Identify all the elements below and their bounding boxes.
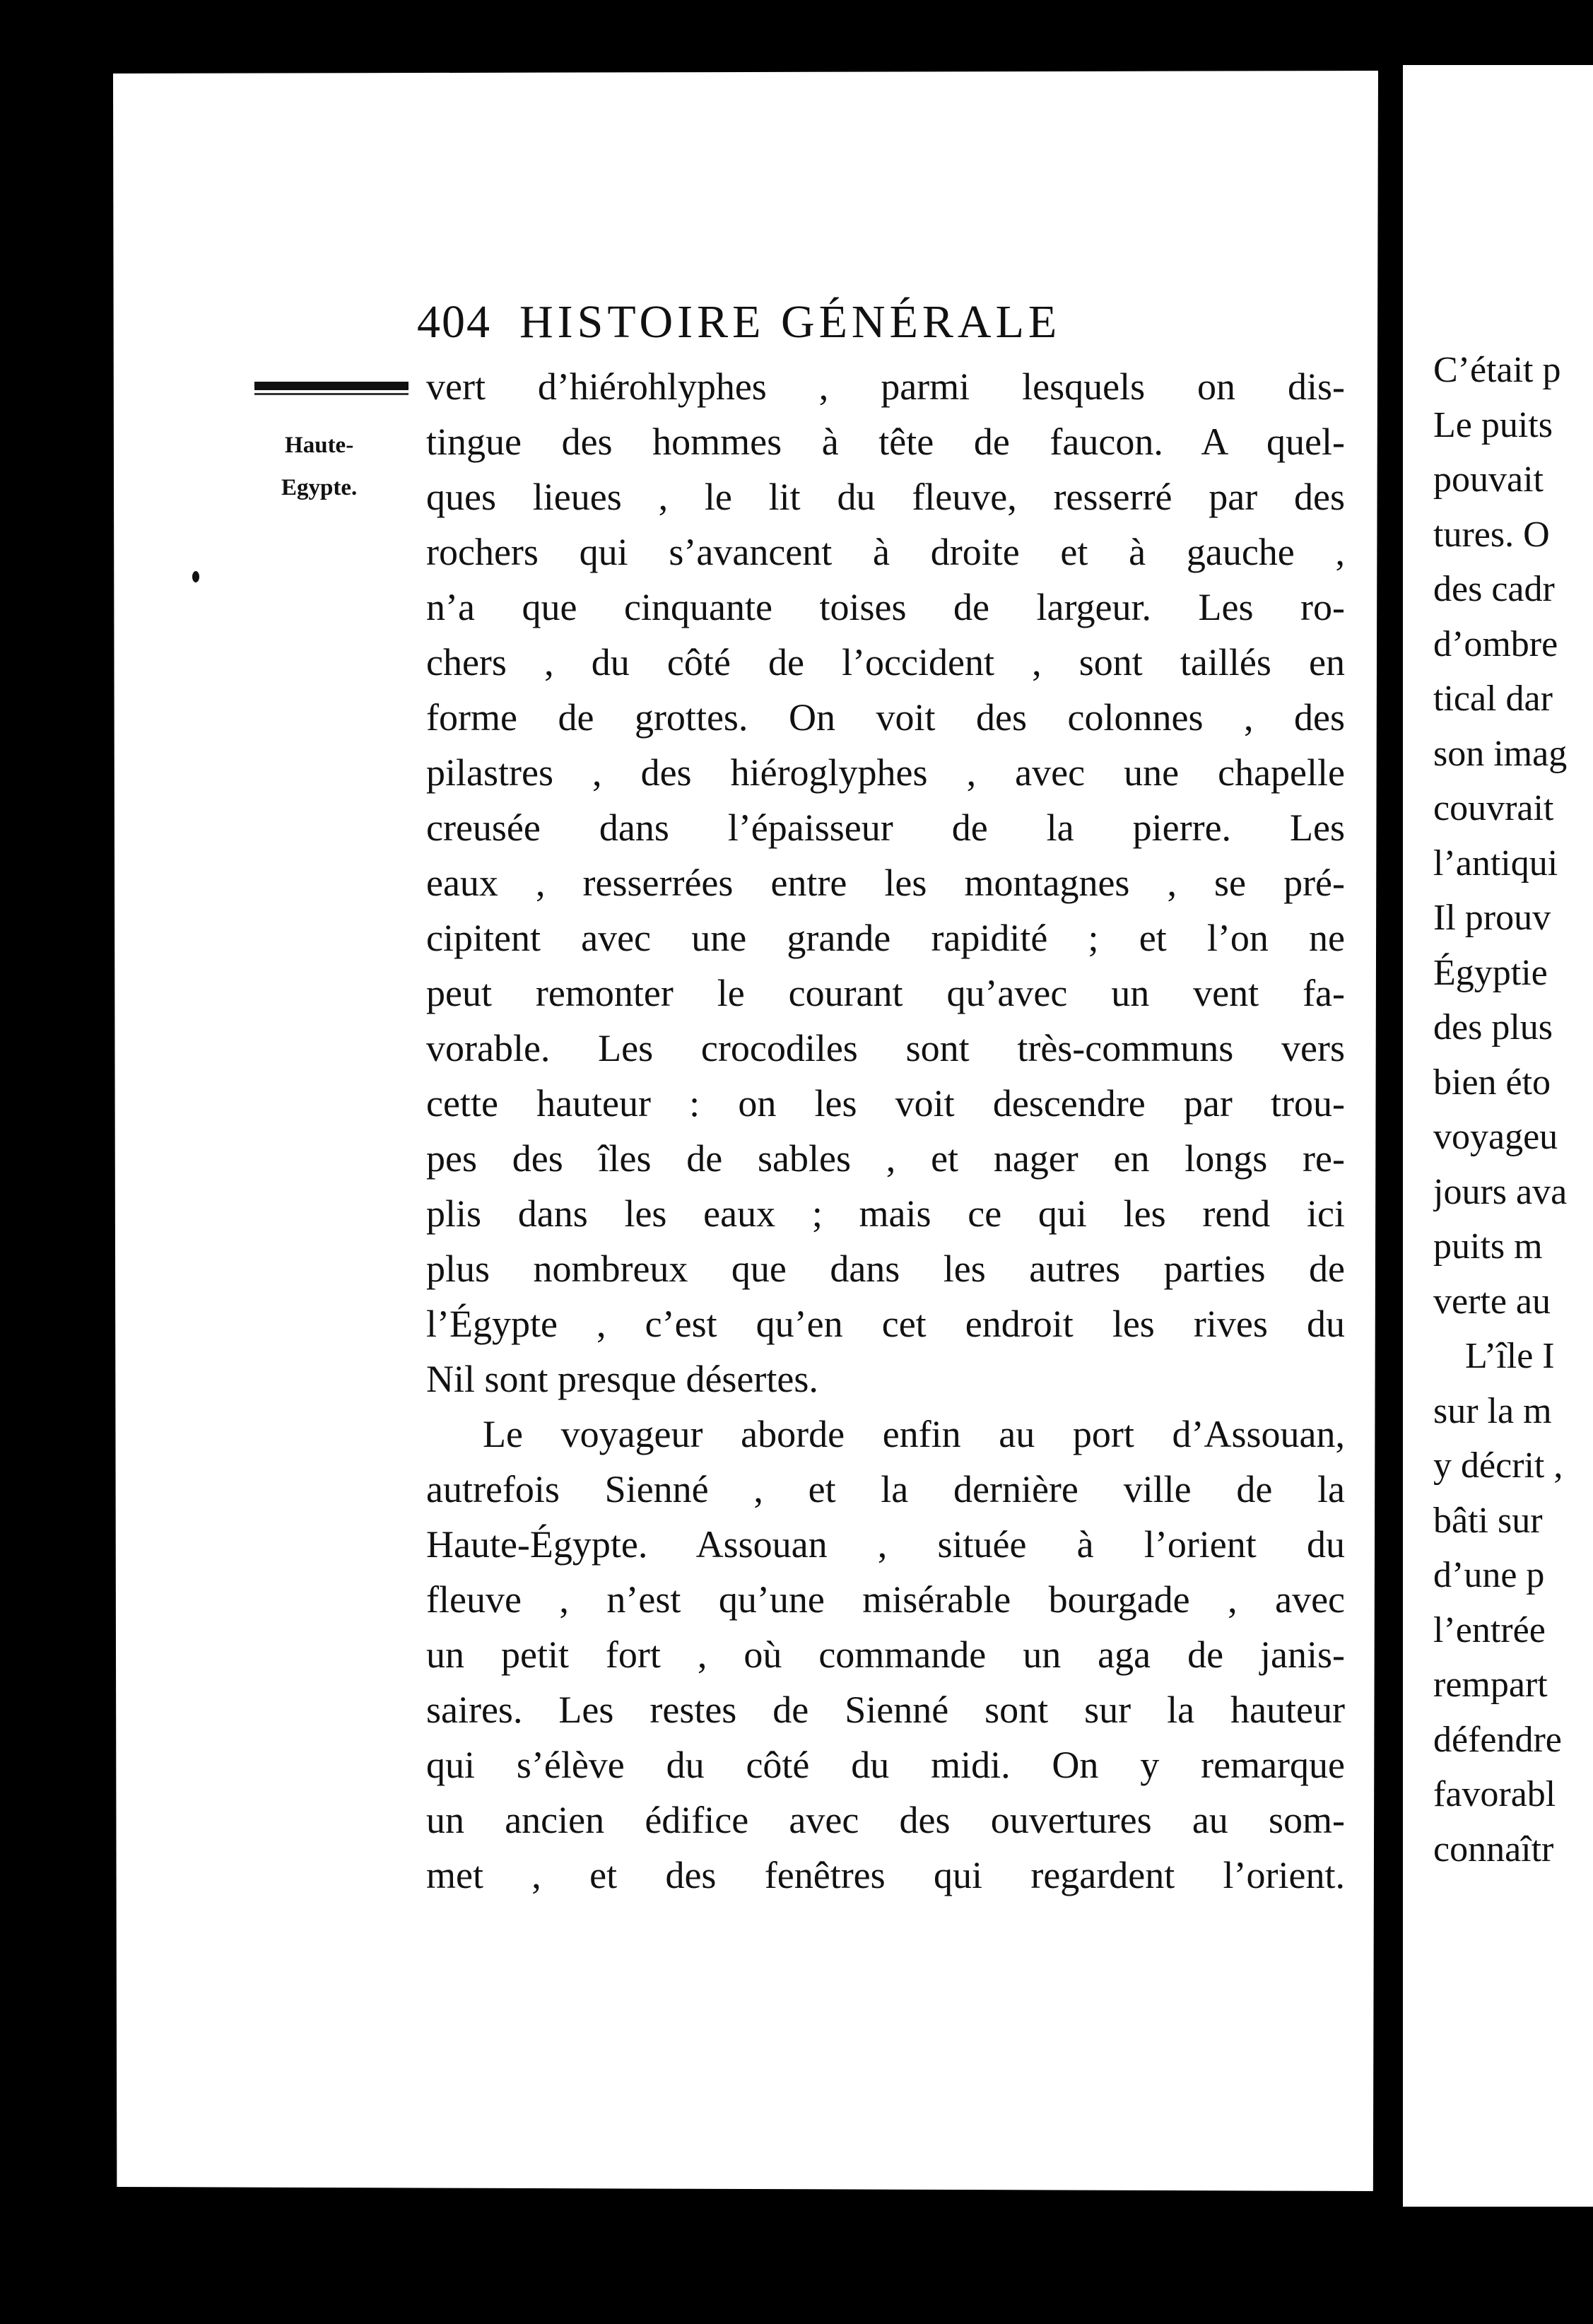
text-line: défendre — [1433, 1719, 1562, 1760]
text-line: Haute-Égypte. Assouan , située à l’orient du — [426, 1523, 1345, 1566]
text-line: sur la m — [1433, 1390, 1552, 1431]
text-line: tical dar — [1433, 679, 1553, 719]
text-line: pes des îles de sables , et nager en longs re- — [426, 1137, 1345, 1180]
text-line: forme de grottes. On voit des colonnes , des — [426, 696, 1345, 739]
text-line: pouvait — [1433, 459, 1544, 500]
text-line: tures. O — [1433, 514, 1550, 555]
text-line: y décrit , — [1433, 1445, 1563, 1486]
text-line: qui s’élève du côté du midi. On y remarque — [426, 1744, 1345, 1786]
text-line: un ancien édifice avec des ouvertures au som- — [426, 1799, 1345, 1841]
text-line: ques lieues , le lit du fleuve, resserré par des — [426, 476, 1345, 518]
text-line: rempart — [1433, 1665, 1548, 1705]
text-line: d’une p — [1433, 1555, 1545, 1595]
text-line: Le voyageur aborde enfin au port d’Assouan, — [483, 1413, 1345, 1455]
text-line: vorable. Les crocodiles sont très-communs vers — [426, 1027, 1345, 1069]
text-line: l’Égypte , c’est qu’en cet endroit les rives du — [426, 1303, 1345, 1345]
text-line: l’entrée — [1433, 1609, 1546, 1650]
text-line: son imag — [1433, 733, 1568, 774]
text-line: Égyptie — [1433, 952, 1548, 993]
margin-note-line: Haute- — [285, 433, 354, 458]
text-line: cette hauteur : on les voit descendre par trou- — [426, 1082, 1345, 1125]
text-line: peut remonter le courant qu’avec un vent fa- — [426, 972, 1345, 1014]
text-line: autrefois Sienné , et la dernière ville de la — [426, 1468, 1345, 1510]
ink-speck — [192, 571, 199, 582]
running-header — [417, 295, 1061, 349]
text-line: couvrait — [1433, 788, 1554, 828]
margin-note-line: Egypte. — [281, 475, 358, 500]
text-line: saires. Les restes de Sienné sont sur la hauteur — [426, 1689, 1345, 1731]
text-line: des plus — [1433, 1007, 1553, 1047]
text-line: C’était p — [1433, 350, 1561, 390]
margin-note — [281, 424, 357, 509]
text-line: l’antiqui — [1433, 843, 1558, 884]
text-line: d’ombre — [1433, 623, 1558, 664]
right-page-body — [1433, 343, 1593, 1877]
text-line: bien éto — [1433, 1062, 1551, 1103]
text-line: met , et des fenêtres qui regardent l’orient. — [426, 1854, 1345, 1896]
text-line: L’île I — [1465, 1336, 1555, 1376]
text-line: connaîtr — [1433, 1829, 1554, 1870]
margin-rule-thin — [254, 393, 408, 395]
text-line: puits m — [1433, 1226, 1543, 1267]
text-line: un petit fort , où commande un aga de janis- — [426, 1633, 1345, 1676]
text-line: eaux , resserrées entre les montagnes , se pré- — [426, 862, 1345, 904]
text-line: creusée dans l’épaisseur de la pierre. Les — [426, 806, 1345, 849]
text-line: favorabl — [1433, 1774, 1556, 1814]
text-line: bâti sur — [1433, 1500, 1543, 1541]
text-line: tingue des hommes à tête de faucon. A quel- — [426, 421, 1345, 463]
text-line: plis dans les eaux ; mais ce qui les rend ici — [426, 1192, 1345, 1235]
text-line: chers , du côté de l’occident , sont taillés en — [426, 641, 1345, 683]
text-line: cipitent avec une grande rapidité ; et l’on ne — [426, 917, 1345, 959]
text-line: plus nombreux que dans les autres parties de — [426, 1248, 1345, 1290]
text-line: rochers qui s’avancent à droite et à gauche , — [426, 531, 1345, 573]
running-head-title: HISTOIRE GÉNÉRALE — [519, 296, 1062, 348]
text-line: Il prouv — [1433, 898, 1551, 938]
text-line: n’a que cinquante toises de largeur. Les ro- — [426, 586, 1345, 628]
text-line: voyageu — [1433, 1117, 1558, 1157]
text-line: verte au — [1433, 1281, 1551, 1322]
margin-rule — [254, 382, 408, 390]
text-line: Nil sont presque désertes. — [426, 1358, 818, 1400]
text-line: fleuve , n’est qu’une misérable bourgade , avec — [426, 1578, 1345, 1621]
text-line: Le puits — [1433, 404, 1553, 445]
text-line: vert d’hiérohlyphes , parmi lesquels on dis- — [426, 365, 1345, 408]
text-line: jours ava — [1433, 1171, 1568, 1212]
text-line: pilastres , des hiéroglyphes , avec une chapelle — [426, 751, 1345, 794]
text-line: des cadr — [1433, 569, 1555, 609]
left-page-body — [426, 359, 1345, 1903]
page-number: 404 — [417, 296, 491, 348]
